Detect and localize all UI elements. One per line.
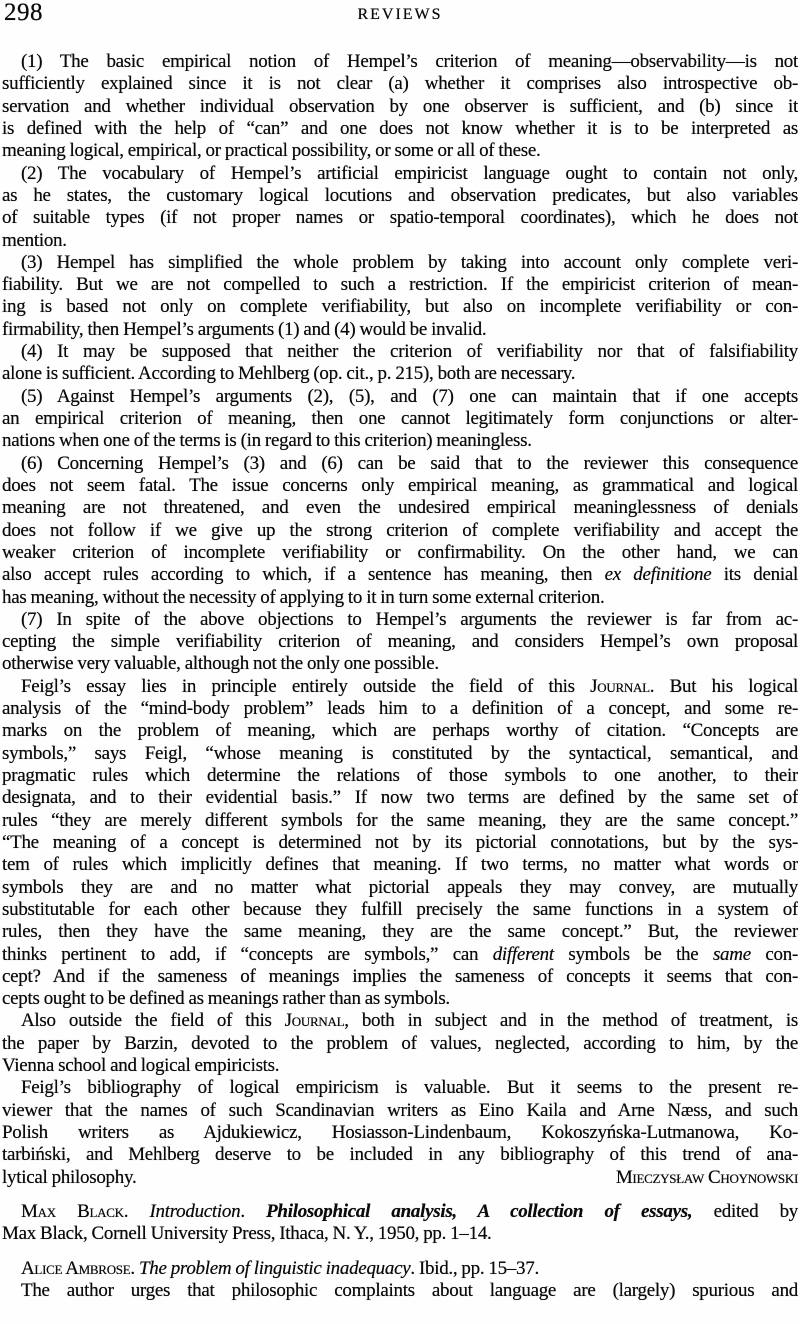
page-body [2,51,798,1302]
paragraph-line: tarbiński, and Mehlberg deserve to be included in any bibliography of this trend of ana- [2,1144,798,1166]
paragraph-line: lytical philosophy. [2,1166,137,1188]
paragraph-line: servation and whether individual observation by one observer is sufficient, and (b) since it [2,95,798,117]
paragraph-line: (3) Hempel has simplified the whole problem by taking into account only complete veri- [21,251,798,273]
page-number: 298 [4,0,43,26]
paragraph-line: does not seem fatal. The issue concerns only empirical meaning, as grammatical and logical [2,474,798,496]
paragraph-line: does not follow if we give up the strong criterion of complete verifiability and accept the [2,519,798,541]
paragraph-line: alone is sufficient. According to Mehlberg (op. cit., p. 215), both are necessary. [2,363,576,385]
paragraph-line: The author urges that philosophic complaints about language are (largely) spurious and [21,1279,798,1301]
bibliography-entries [2,1201,798,1302]
paragraph-line: as he states, the customary logical locutions and observation predicates, but also variables [2,184,798,206]
paragraph-line: analysis of the “mind-body problem” leads him to a definition of a concept, and some re- [2,698,798,720]
signature-line [2,1167,798,1189]
paragraph-line: (2) The vocabulary of Hempel’s artificial empiricist language ought to contain not only, [21,162,798,184]
paragraph-line: designata, and to their evidential basis.” If now two terms are defined by the same set of [2,787,798,809]
paragraph-line: symbols they are and no matter what pictorial appeals they may convey, are mutually [2,876,798,898]
paragraph-line: meaning are not threatened, and even the undesired empirical meaninglessness of denials [2,497,798,519]
review-body [2,51,798,1189]
paragraph-line: rules “they are merely different symbols for the same meaning, they are the same concept.” [2,809,798,831]
paragraph-line: (1) The basic empirical notion of Hempel’s criterion of meaning—observability—is not [21,51,798,72]
paragraph-line: Feigl’s bibliography of logical empiricism is valuable. But it seems to the present re- [21,1077,798,1099]
paragraph-line: the paper by Barzin, devoted to the problem of values, neglected, according to him, by the [2,1032,798,1054]
paragraph-line: mention. [2,229,67,251]
bibliography-entry [2,1201,798,1246]
paragraph-line: fiability. But we are not compelled to such a restriction. If the empiricist criterion of mean- [2,274,798,296]
paragraph-line: tem of rules which implicitly defines that meaning. If two terms, no matter what words or [2,854,798,876]
paragraph-line: “The meaning of a concept is determined not by its pictorial connotations, but by the sys- [2,831,798,853]
paragraph-line: of suitable types (if not proper names or spatio-temporal coordinates), which he does not [2,207,798,229]
paragraph-line: ing is based not only on complete verifiability, but also on incomplete verifiability or con- [2,296,798,318]
paragraph-line: nations when one of the terms is (in regard to this criterion) meaningless. [2,430,532,452]
paragraph-line: Max Black. Introduction. Philosophical analysis, A collection of essays, edited by [21,1200,798,1222]
paragraph-line: cepting the simple verifiability criterion of meaning, and considers Hempel’s own proposal [2,631,798,653]
paragraph-line: Also outside the field of this Journal, both in subject and in the method of treatment, is [21,1010,798,1032]
paragraph-line: rules, then they have the same meaning, they are the same concept.” But, the reviewer [2,921,798,943]
paragraph-line: also accept rules according to which, if a sentence has meaning, then ex definitione its denial [2,564,798,586]
paragraph-line: substitutable for each other because they fulfill precisely the same functions in a system of [2,898,798,920]
paragraph-line: Vienna school and logical empiricists. [2,1055,280,1077]
paragraph-line: (7) In spite of the above objections to Hempel’s arguments the reviewer is far from ac- [21,608,798,630]
paragraph-line: (6) Concerning Hempel’s (3) and (6) can be said that to the reviewer this consequence [21,452,798,474]
bibliography-entry [2,1258,798,1303]
paragraph-line: (5) Against Hempel’s arguments (2), (5), and (7) one can maintain that if one accepts [21,385,798,407]
paragraph-line: Max Black, Cornell University Press, Ithaca, N. Y., 1950, pp. 1–14. [2,1223,492,1245]
paragraph-line: Feigl’s essay lies in principle entirely outside the field of this Journal. But his logical [21,675,798,697]
paragraph-line: an empirical criterion of meaning, then one cannot legitimately form conjunctions or alter- [2,408,798,429]
paragraph-line: meaning logical, empirical, or practical possibility, or some or all of these. [2,140,541,162]
paragraph-line: pragmatic rules which determine the relations of those symbols to one another, to their [2,765,798,786]
paragraph-line: Polish writers as Ajdukiewicz, Hosiasson-Lindenbaum, Kokoszyńska-Lutmanowa, Ko- [2,1122,798,1143]
page-header [2,0,798,30]
paragraph-line: has meaning, without the necessity of applying to it in turn some external criterion. [2,586,605,608]
paragraph-line: cept? And if the sameness of meanings implies the sameness of concepts it seems that con- [2,965,798,987]
reviewer-signature: Mieczysław Choynowski [615,1166,798,1188]
paragraph-line: cepts ought to be defined as meanings rather than as symbols. [2,988,450,1010]
paragraph-line: marks on the problem of meaning, which are perhaps worthy of citation. “Concepts are [2,720,798,742]
paragraph-line: Alice Ambrose. The problem of linguistic inadequacy. Ibid., pp. 15–37. [21,1257,539,1279]
paragraph-line: (4) It may be supposed that neither the criterion of verifiability nor that of falsifiability [21,341,798,363]
paragraph-line: symbols,” says Feigl, “whose meaning is constituted by the syntactical, semantical, and [2,742,798,764]
paragraph-line: is defined with the help of “can” and one does not know whether it is to be interpreted as [2,117,798,139]
paragraph-line: otherwise very valuable, although not the only one possible. [2,653,439,675]
paragraph-line: thinks pertinent to add, if “concepts are symbols,” can different symbols be the same con- [2,943,798,965]
paragraph-line: viewer that the names of such Scandinavian writers as Eino Kaila and Arne Næss, and such [2,1099,798,1121]
paragraph-line: weaker criterion of incomplete verifiability or confirmability. On the other hand, we can [2,541,798,563]
paragraph-line: firmability, then Hempel’s arguments (1) and (4) would be invalid. [2,318,487,340]
running-head: REVIEWS [357,6,443,23]
paragraph-line: sufficiently explained since it is not clear (a) whether it comprises also introspective ob- [2,73,798,95]
